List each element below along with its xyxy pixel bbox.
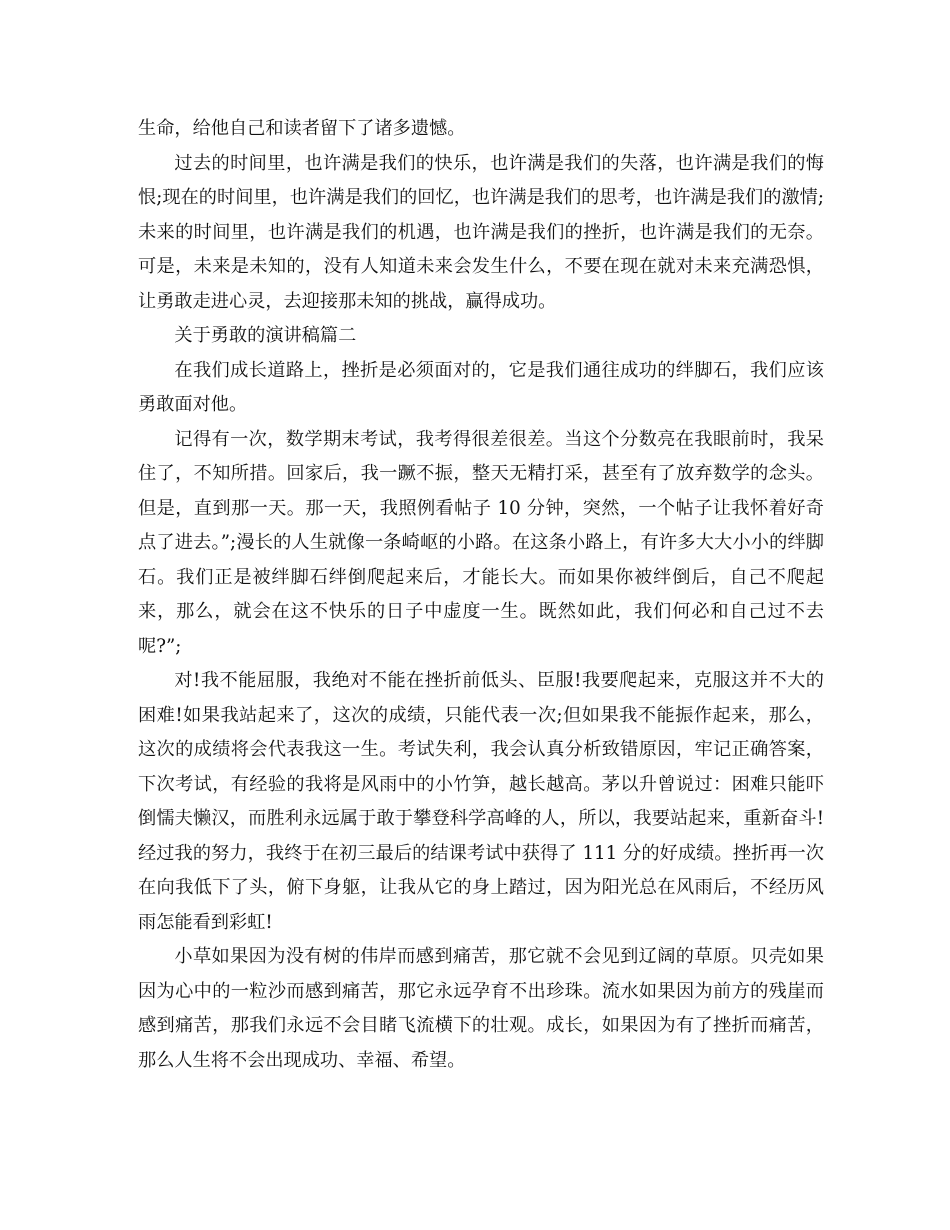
paragraph-continuation: 生命，给他自己和读者留下了诸多遗憾。: [138, 118, 466, 139]
section-heading: 关于勇敢的演讲稿篇二: [174, 325, 357, 346]
paragraph-time-reflection: 过去的时间里，也许满是我们的快乐，也许满是我们的失落，也许满是我们的悔恨;现在的时间里，也许满是我们的回忆，也许满是我们的思考，也许满是我们的激情;未来的时间里，也许满是我们的机遇，也许满是我们的挫折，也许满是我们的无奈。可是，未来是未知的，没有人知道未来会发生什么，不要在现在就对未来充满恐惧，让勇敢走进心灵，去迎接那未知的挑战，赢得成功。: [138, 152, 824, 312]
paragraph-conclusion: 小草如果因为没有树的伟岸而感到痛苦，那它就不会见到辽阔的草原。贝壳如果因为心中的一粒沙而感到痛苦，那它永远孕育不出珍珠。流水如果因为前方的残崖而感到痛苦，那我们永远不会目睹飞流横下的壮观。成长，如果因为有了挫折而痛苦，那么人生将不会出现成功、幸福、希望。: [138, 946, 824, 1071]
paragraph-exam-story: 记得有一次，数学期末考试，我考得很差很差。当这个分数亮在我眼前时，我呆住了，不知所措。回家后，我一蹶不振，整天无精打采，甚至有了放弃数学的念头。但是，直到那一天。那一天，我照例看帖子 10 分钟，突然，一个帖子让我怀着好奇点了进去。”;漫长的人生就像一条崎岖的小路。在这条小路上，有许多大大小小的绊脚石。我们正是被绊脚石绊倒爬起来后，才能长大。而如果你被绊倒后，自己不爬起来，那么，就会在这不快乐的日子中虚度一生。既然如此，我们何必和自己过不去呢?”;: [138, 428, 824, 657]
paragraph-resolve: 对!我不能屈服，我绝对不能在挫折前低头、臣服!我要爬起来，克服这并不大的困难!如果我站起来了，这次的成绩，只能代表一次;但如果我不能振作起来，那么，这次的成绩将会代表我这一生。考试失利，我会认真分析致错原因，牢记正确答案，下次考试，有经验的我将是风雨中的小竹笋，越长越高。茅以升曾说过：困难只能吓倒懦夫懒汉，而胜利永远属于敢于攀登科学高峰的人，所以，我要站起来，重新奋斗!经过我的努力，我终于在初三最后的结课考试中获得了 111 分的好成绩。挫折再一次在向我低下了头，俯下身躯，让我从它的身上踏过，因为阳光总在风雨后，不经历风雨怎能看到彩虹!: [138, 670, 824, 933]
paragraph-intro: 在我们成长道路上，挫折是必须面对的，它是我们通往成功的绊脚石，我们应该勇敢面对他。: [138, 359, 824, 415]
document-page: [138, 112, 824, 1078]
